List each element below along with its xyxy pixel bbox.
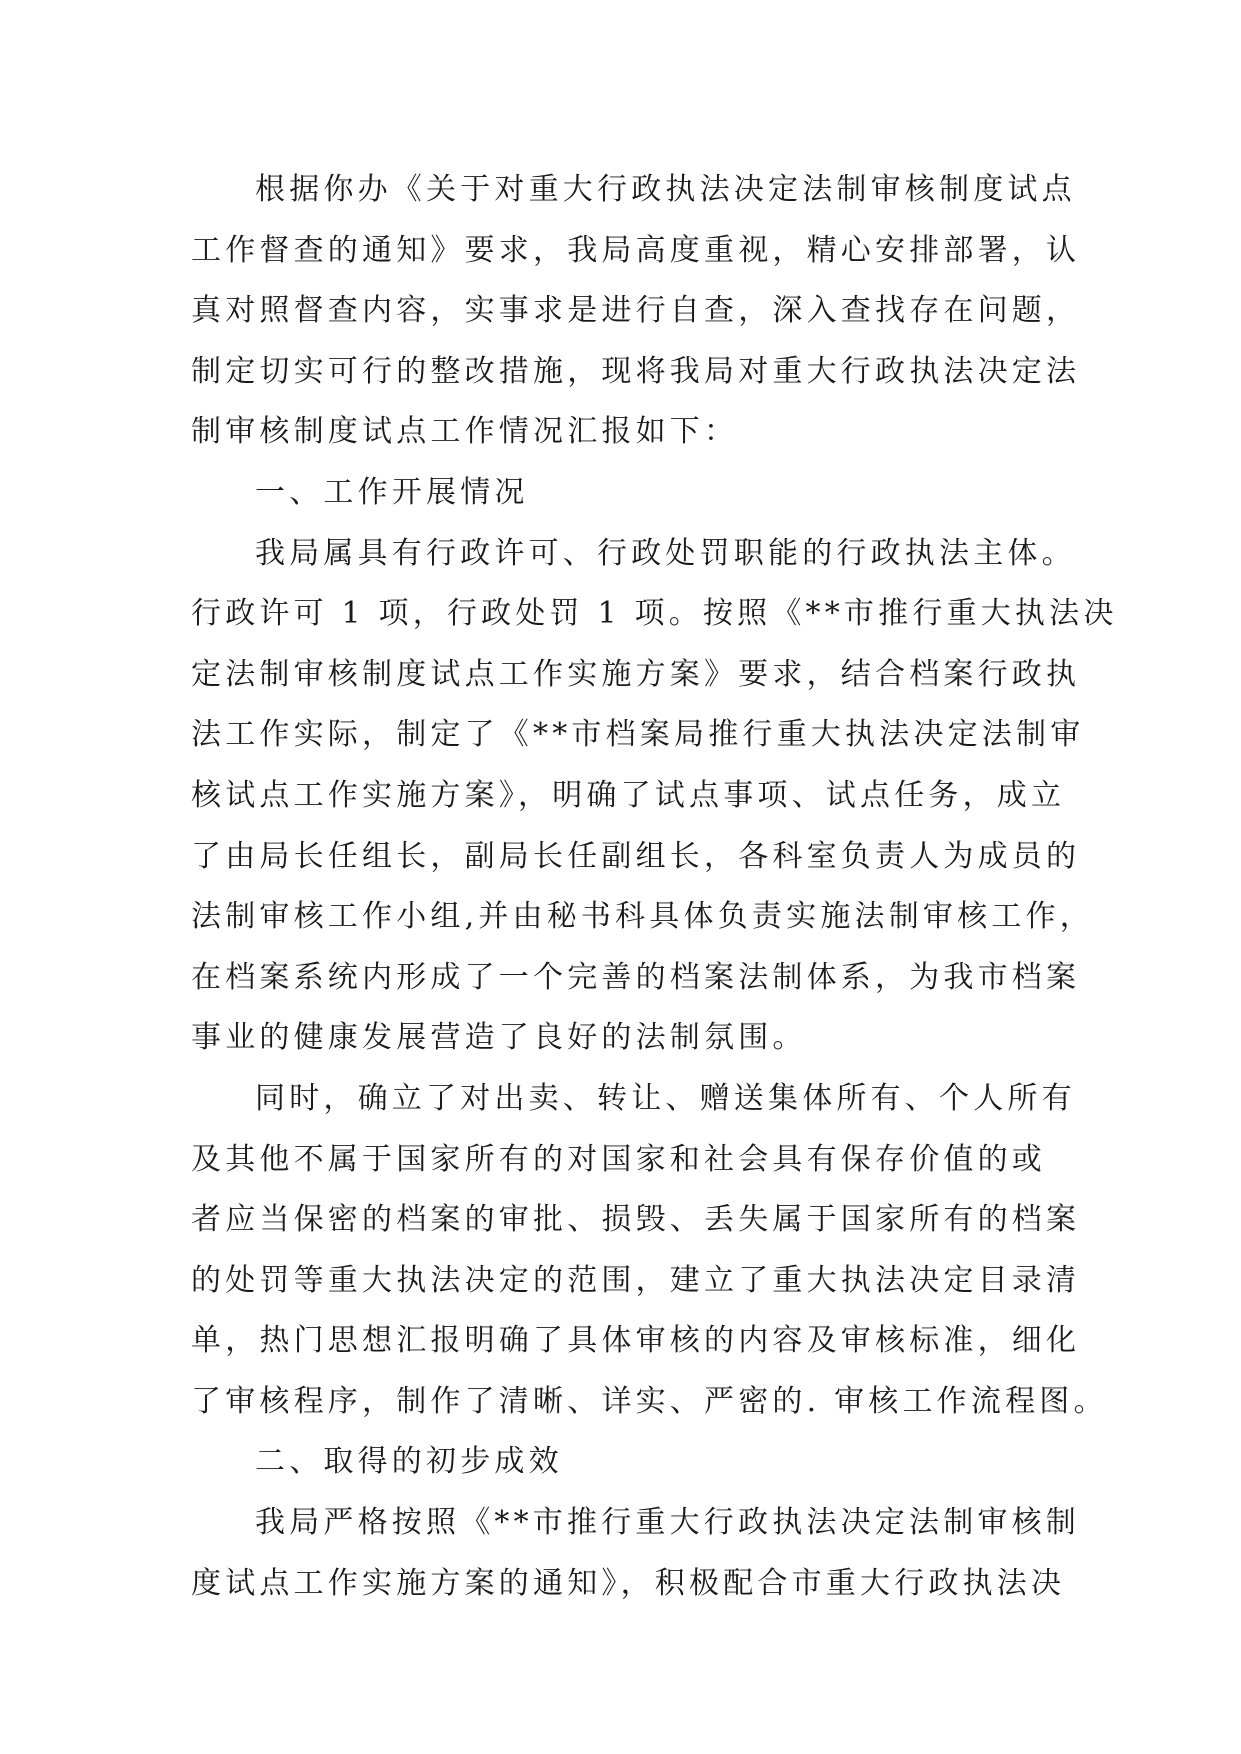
text-line: 度试点工作实施方案的通知》，积极配合市重大行政执法决 <box>191 1565 1066 1601</box>
document-body <box>191 160 1118 1614</box>
text-line: 定法制审核制度试点工作实施方案》要求，结合档案行政执 <box>191 656 1081 692</box>
text-line: 了由局长任组长，副局长任副组长，各科室负责人为成员的 <box>191 838 1081 874</box>
text-line: 者应当保密的档案的审批、损毁、丢失属于国家所有的档案 <box>191 1202 1081 1238</box>
text-line: 同时，确立了对出卖、转让、赠送集体所有、个人所有 <box>255 1080 1076 1116</box>
section-heading: 一、工作开展情况 <box>255 474 529 510</box>
text-line: 法工作实际，制定了《**市档案局推行重大执法决定法制审 <box>191 717 1085 753</box>
text-line: 制审核制度试点工作情况汇报如下： <box>191 414 739 450</box>
text-line: 在档案系统内形成了一个完善的档案法制体系，为我市档案 <box>191 959 1081 995</box>
text-line: 的处罚等重大执法决定的范围，建立了重大执法决定目录清 <box>191 1262 1081 1298</box>
text-line: 核试点工作实施方案》，明确了试点事项、试点任务，成立 <box>191 777 1066 813</box>
text-line: 我局属具有行政许可、行政处罚职能的行政执法主体。 <box>255 535 1076 571</box>
text-line: 行政许可 1 项，行政处罚 1 项。按照《**市推行重大执法决 <box>191 596 1118 632</box>
text-line: 了审核程序，制作了清晰、详实、严密的. 审核工作流程图。 <box>191 1383 1108 1419</box>
text-line: 我局严格按照《**市推行重大行政执法决定法制审核制 <box>255 1505 1080 1541</box>
section-heading: 二、取得的初步成效 <box>255 1444 563 1480</box>
text-line: 事业的健康发展营造了良好的法制氛围。 <box>191 1020 807 1056</box>
text-line: 单，热门思想汇报明确了具体审核的内容及审核标准，细化 <box>191 1323 1081 1359</box>
text-line: 工作督查的通知》要求，我局高度重视，精心安排部署，认 <box>191 232 1081 268</box>
text-line: 制定切实可行的整改措施，现将我局对重大行政执法决定法 <box>191 353 1081 389</box>
text-line: 法制审核工作小组,并由秘书科具体负责实施法制审核工作， <box>191 899 1094 935</box>
text-line: 根据你办《关于对重大行政执法决定法制审核制度试点 <box>255 172 1076 207</box>
text-line: 真对照督查内容，实事求是进行自查，深入查找存在问题， <box>191 293 1081 329</box>
text-line: 及其他不属于国家所有的对国家和社会具有保存价值的或 <box>191 1141 1046 1177</box>
